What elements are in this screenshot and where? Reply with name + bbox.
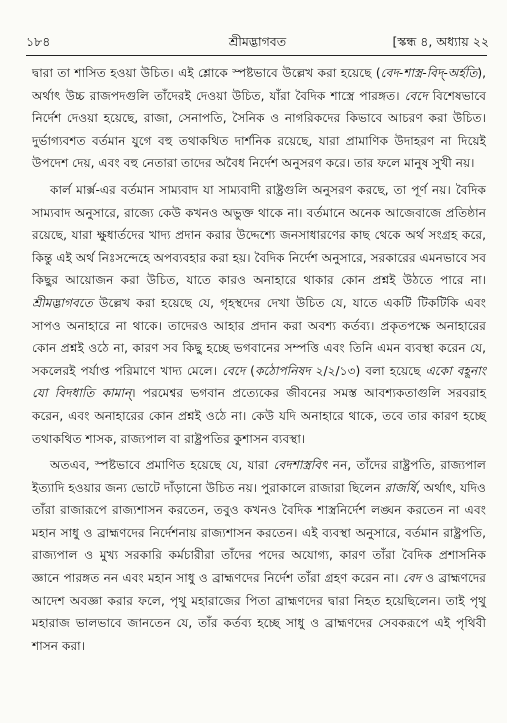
page-body bbox=[32, 62, 486, 657]
italic-term: বেদে bbox=[222, 363, 246, 378]
paragraph-2 bbox=[32, 179, 486, 450]
italic-term: বেদ bbox=[402, 571, 422, 586]
italic-term: একো বহূনাং যো বিদধাতি কামান্‌ bbox=[32, 363, 486, 401]
section-reference: [স্কন্ধ ৪, অধ্যায় ২২ bbox=[392, 34, 489, 49]
header-divider bbox=[26, 55, 487, 56]
italic-term: বেদে bbox=[404, 88, 428, 103]
italic-term: রাজর্ষি bbox=[384, 480, 416, 495]
page-number: ১৮৪ bbox=[26, 34, 51, 49]
italic-term: বেদশাস্ত্রবিৎ bbox=[273, 458, 328, 473]
italic-term: শ্রীমদ্ভাগবতে bbox=[32, 295, 93, 310]
book-title: শ্রীমদ্ভাগবত bbox=[228, 34, 287, 49]
paragraph-3 bbox=[32, 454, 486, 657]
text-run: নন, তাঁদের রাষ্ট্রপতি, রাজ্যপাল ইত্যাদি হওয়ার জন্য ভোটে দাঁড়ানো উচিত নয়। পুরাকালে রাজারা ছিলেন bbox=[32, 458, 486, 495]
text-run: ), অর্থাৎ উচ্চ রাজপদগুলি তাঁদেরই দেওয়া উচিত, যাঁরা বৈদিক শাস্ত্রে পারঙ্গত। bbox=[32, 66, 486, 103]
text-run: । পরমেশ্বর ভগবান প্রত্যেকের জীবনের সমস্ত আবশ্যকতাগুলি সরবরাহ করেন, এবং অনাহারের কোন প্রশ্নই ওঠে না। কেউ যদি অনাহারে থাকে, তবে তার কারণ হচ্ছে তথাকথিত শাসক, রাজ্যপাল বা রাষ্ট্রপতির কুশাসন ব্যবস্থা। bbox=[32, 386, 486, 446]
text-run: দ্বারা তা শাসিত হওয়া উচিত। এই শ্লোকে স্পষ্টভাবে উল্লেখ করা হয়েছে ( bbox=[32, 66, 381, 80]
text-run: ( bbox=[245, 363, 255, 378]
italic-term: বেদ-শাস্ত্র-বিদ্‌-অর্হতি bbox=[380, 66, 478, 80]
text-run: ও ব্রাহ্মণদের আদেশ অবজ্ঞা করার ফলে, পৃথু মহারাজের পিতা ব্রাহ্মণদের দ্বারা নিহত হয়েছিলেন। তাই পৃথু মহারাজ ভালভাবে জানতেন যে, তাঁর কর্তব্য হচ্ছে সাধু ও ব্রাহ্মণদের সেবকরূপে এই পৃথিবী শাসন করা। bbox=[32, 571, 487, 653]
text-run: ২/২/১৩) বলা হয়েছে bbox=[310, 363, 426, 378]
paragraph-1 bbox=[32, 62, 486, 175]
page-header bbox=[26, 30, 489, 54]
text-run: বিশেষভাবে নির্দেশ দেওয়া হয়েছে, রাজা, সেনাপতি, সৈনিক ও নাগরিকদের কিভাবে আচরণ করা উচিত। দুর্ভাগ্যবশত বর্তমান যুগে বহু তথাকথিত দার্শনিক রয়েছে, যারা প্রামাণিক উদাহরণ না দিয়েই উপদেশ দেয়, এবং বহু নেতারা তাদের অবৈধ নির্দেশ অনুসরণ করে। তার ফলে মানুষ সুখী নয়। bbox=[32, 88, 486, 171]
text-run: অতএব, স্পষ্টভাবে প্রমাণিত হয়েছে যে, যারা bbox=[50, 458, 274, 473]
text-run: উল্লেখ করা হয়েছে যে, গৃহস্থদের দেখা উচিত যে, যাতে একটি টিকটিকি এবং সাপও অনাহারে না থাকে। তাদেরও আহার প্রদান করা অবশ্য কর্তব্য। প্রকৃতপক্ষে অনাহারের কোন প্রশ্নই ওঠে না, কারণ সব কিছু হচ্ছে ভগবানের সম্পত্তি এবং তিনি এমন ব্যবস্থা করেন যে, সকলেরই পর্যাপ্ত পরিমাণে খাদ্য মেলে। bbox=[32, 295, 486, 378]
text-run: কার্ল মার্ক্স-এর বর্তমান সাম্যবাদ যা সাম্যবাদী রাষ্ট্রগুলি অনুসরণ করছে, তা পূর্ণ নয়। বৈদিক সাম্যবাদ অনুসারে, রাজ্যে কেউ কখনও অভুক্ত থাকে না। বর্তমানে অনেক আজেবাজে প্রতিষ্ঠান রয়েছে, যারা ক্ষুধার্তদের খাদ্য প্রদান করার উদ্দেশ্যে জনসাধারণের কাছ থেকে অর্থ সংগ্রহ করে, কিন্তু এই অর্থ নিঃসন্দেহে অপব্যবহার করা হয়। বৈদিক নির্দেশ অনুসারে, সরকারের এমনভাবে সব কিছুর আয়োজন করা উচিত, যাতে কারও অনাহারে থাকার কোন প্রশ্নই উঠতে পারে না। bbox=[32, 182, 486, 288]
text-run: , অর্থাৎ, যদিও তাঁরা রাজারূপে রাজ্যশাসন করতেন, তবুও কখনও বৈদিক শাস্ত্রনির্দেশ লঙ্ঘন করতেন না এবং মহান সাধু ও ব্রাহ্মণদের নির্দেশনায় রাজ্যশাসন করতেন। এই ব্যবস্থা অনুসারে, বর্তমান রাষ্ট্রপতি, রাজ্যপাল ও মুখ্য সরকারি কর্মচারীরা তাঁদের পদের অযোগ্য, কারণ তাঁরা বৈদিক প্রশাসনিক জ্ঞানে পারঙ্গত নন এবং মহান সাধু ও ব্রাহ্মণদের নির্দেশ তাঁরা গ্রহণ করেন না। bbox=[32, 480, 487, 586]
italic-term: কঠোপনিষদ bbox=[254, 363, 311, 378]
